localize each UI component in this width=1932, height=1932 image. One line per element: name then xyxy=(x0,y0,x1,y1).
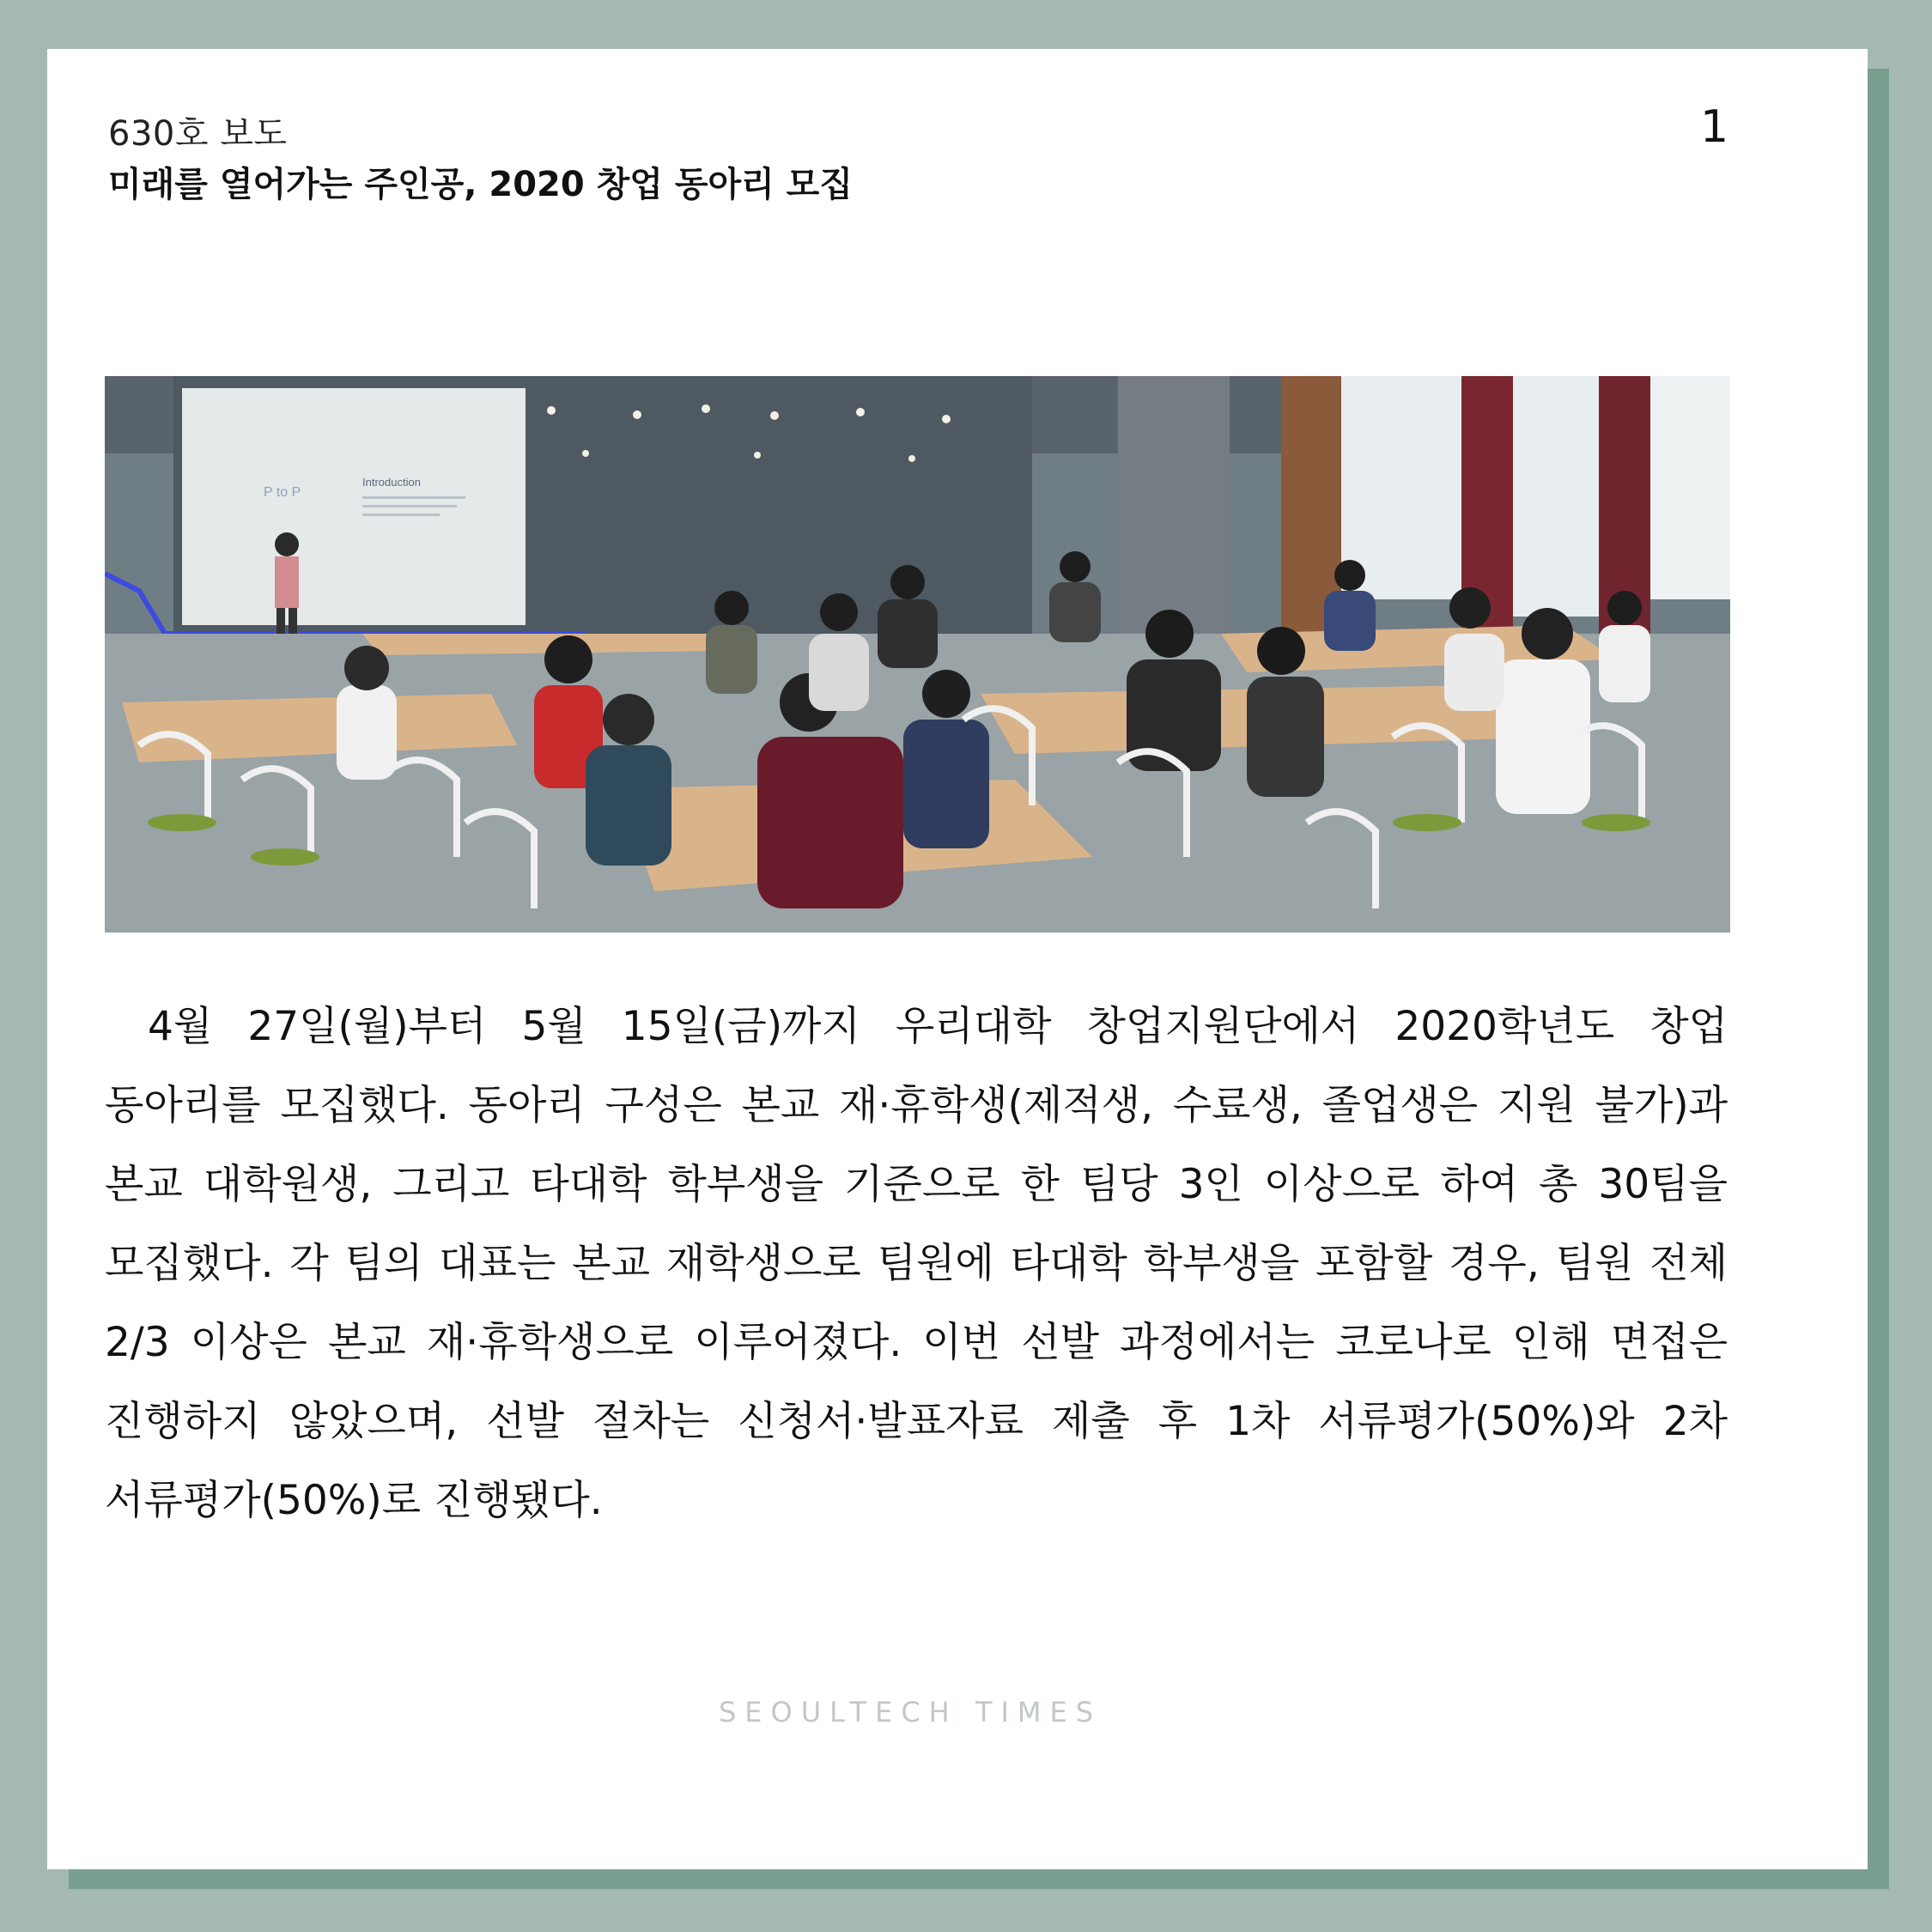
screen-logo: P to P xyxy=(264,485,301,500)
footer-brand: SEOULTECH TIMES xyxy=(718,1696,1103,1728)
screen-title: Introduction xyxy=(362,476,421,489)
article-body xyxy=(105,987,1728,1540)
article-paragraph: 4월 27일(월)부터 5월 15일(금)까지 우리대학 창업지원단에서 2020학년도 창업 동아리를 모집했다. 동아리 구성은 본교 재·휴학생(제적생, 수료생, 졸업생은 지원 불가)과 본교 대학원생, 그리고 타대학 학부생을 기준으로 한 팀당 3인 이상으로 하여 총 30팀을 모집했다. 각 팀의 대표는 본교 재학생으로 팀원에 타대학 학부생을 포함할 경우, 팀원 전체 2/3 이상은 본교 재·휴학생으로 이루어졌다. 이번 선발 과정에서는 코로나로 인해 면접은 진행하지 않았으며, 선발 절차는 신청서·발표자료 제출 후 1차 서류평가(50%)와 2차 서류평가(50%)로 진행됐다. xyxy=(105,1003,1728,1524)
page-card xyxy=(47,49,1868,1869)
event-photo xyxy=(105,376,1730,933)
page-number: 1 xyxy=(1700,101,1729,153)
headline: 미래를 열어가는 주인공, 2020 창업 동아리 모집 xyxy=(108,165,853,204)
issue-label: 630호 보도 xyxy=(108,114,288,154)
